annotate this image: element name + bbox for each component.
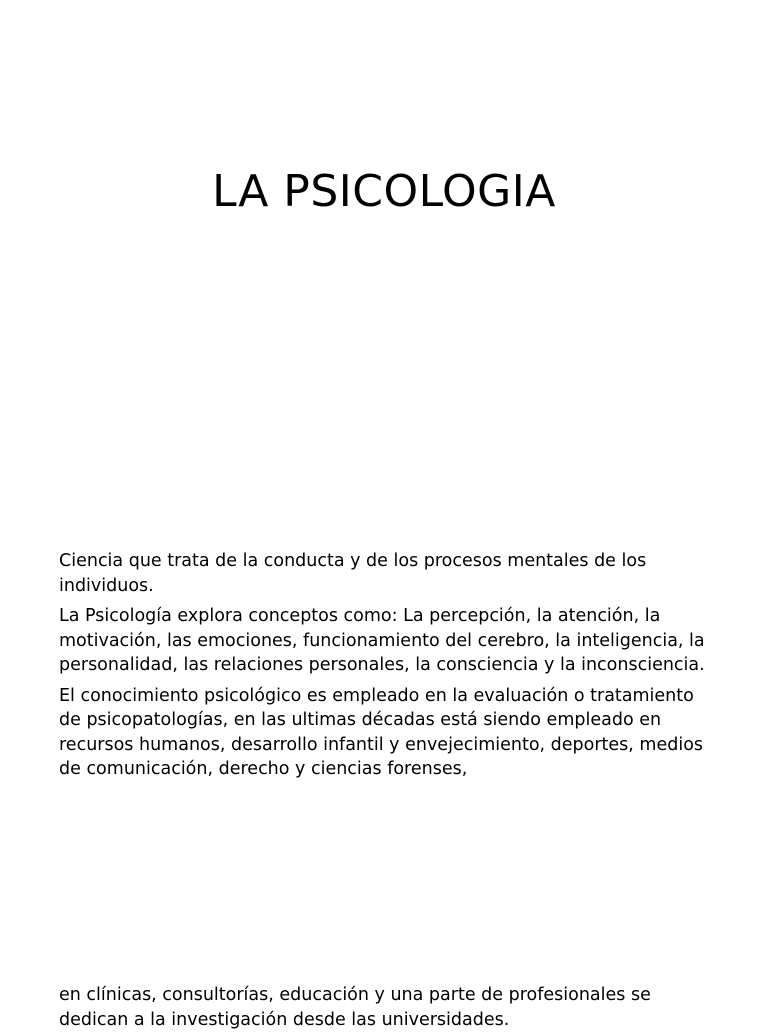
continuation-text bbox=[59, 983, 719, 1032]
page-title: LA PSICOLOGIA bbox=[212, 166, 556, 217]
paragraph-continuation: en clínicas, consultorías, educación y una parte de profesionales se dedican a la investigación desde las universidades. bbox=[59, 985, 651, 1030]
paragraph-definition: Ciencia que trata de la conducta y de los procesos mentales de los individuos. bbox=[59, 551, 647, 596]
paragraph-applications: El conocimiento psicológico es empleado en la evaluación o tratamiento de psicopatologías, en las ultimas décadas está siendo empleado en recursos humanos, desarrollo infantil y envejecimiento, deportes, medios de comunicación, derecho y ciencias forenses, bbox=[59, 685, 704, 779]
body-text bbox=[59, 549, 719, 788]
paragraph-concepts: La Psicología explora conceptos como: La percepción, la atención, la motivación, las emociones, funcionamiento del cerebro, la inteligencia, la personalidad, las relaciones personales, la consciencia y la inconsciencia. bbox=[59, 606, 705, 675]
